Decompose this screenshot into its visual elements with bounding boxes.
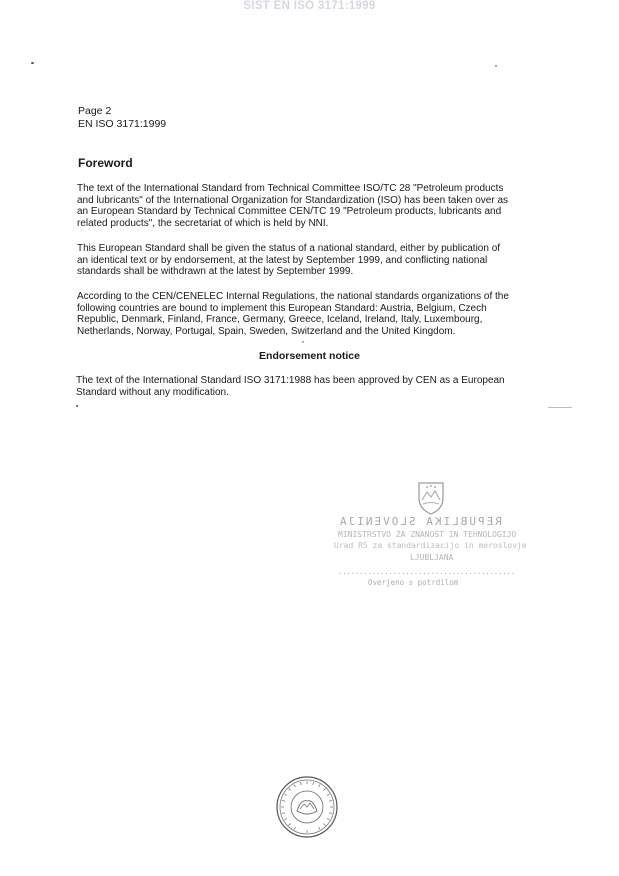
scan-speck	[495, 65, 497, 67]
scan-speck	[302, 341, 304, 343]
foreword-paragraph	[77, 243, 537, 278]
standard-number: EN ISO 3171:1999	[78, 118, 167, 130]
text-line: following countries are bound to implement this European Standard: Austria, Belgium, Czech	[77, 302, 487, 314]
text-line: The text of the International Standard ISO 3171:1988 has been approved by CEN as a European	[76, 375, 505, 386]
official-seal-graphic	[275, 775, 339, 839]
text-line: related products", the secretariat of which is held by NNI.	[77, 217, 329, 229]
text-line: This European Standard shall be given the status of a national standard, either by publication of	[77, 243, 501, 254]
text-line: Standard without any modification.	[76, 386, 229, 398]
scan-speck	[76, 405, 78, 407]
stamp-line: Urad RS za standardizacijo in meroslovje	[334, 541, 527, 550]
page-info	[78, 105, 166, 131]
text-line: Netherlands, Norway, Portugal, Spain, Sweden, Switzerland and the United Kingdom.	[77, 325, 456, 337]
foreword-paragraph	[77, 291, 537, 337]
text-line: Republic, Denmark, Finland, France, Germany, Greece, Iceland, Ireland, Italy, Luxembourg,	[77, 314, 483, 326]
endorsement-heading: Endorsement notice	[259, 350, 360, 362]
stamp-line: MINISTRSTVO ZA ZNANOST IN TEHNOLOGIJO	[338, 530, 517, 539]
scan-speck	[31, 62, 34, 64]
text-line: standards shall be withdrawn at the latest by September 1999.	[77, 266, 354, 278]
stamp-line: LJUBLJANA	[410, 553, 454, 562]
stamp-signature-line: ..........................................	[338, 568, 516, 576]
stamp-title: REPUBLIKA SLOVENIJA	[338, 515, 502, 528]
foreword-paragraph	[77, 183, 537, 229]
text-line: According to the CEN/CENELEC Internal Regulations, the national standards organizations of the	[77, 291, 509, 302]
text-line: and lubricants" of the International Organization for Standardization (ISO) has been taken over as	[77, 194, 509, 206]
document-watermark: SIST EN ISO 3171:1999	[243, 0, 376, 12]
official-seal	[275, 775, 339, 839]
text-line: an identical text or by endorsement, at the latest by September 1999, and conflicting national	[77, 254, 488, 266]
page-number: Page 2	[78, 105, 112, 117]
stamp-line: Overjeno s potrdilom	[368, 578, 459, 587]
text-line: The text of the International Standard from Technical Committee ISO/TC 28 "Petroleum products	[77, 183, 504, 194]
validation-stamp	[330, 480, 530, 595]
coat-of-arms-icon	[416, 480, 446, 516]
endorsement-paragraph	[76, 375, 536, 398]
text-line: an European Standard by Technical Committee CEN/TC 19 "Petroleum products, lubricants and	[77, 206, 502, 218]
scan-speck	[548, 407, 572, 408]
foreword-heading: Foreword	[78, 156, 133, 170]
